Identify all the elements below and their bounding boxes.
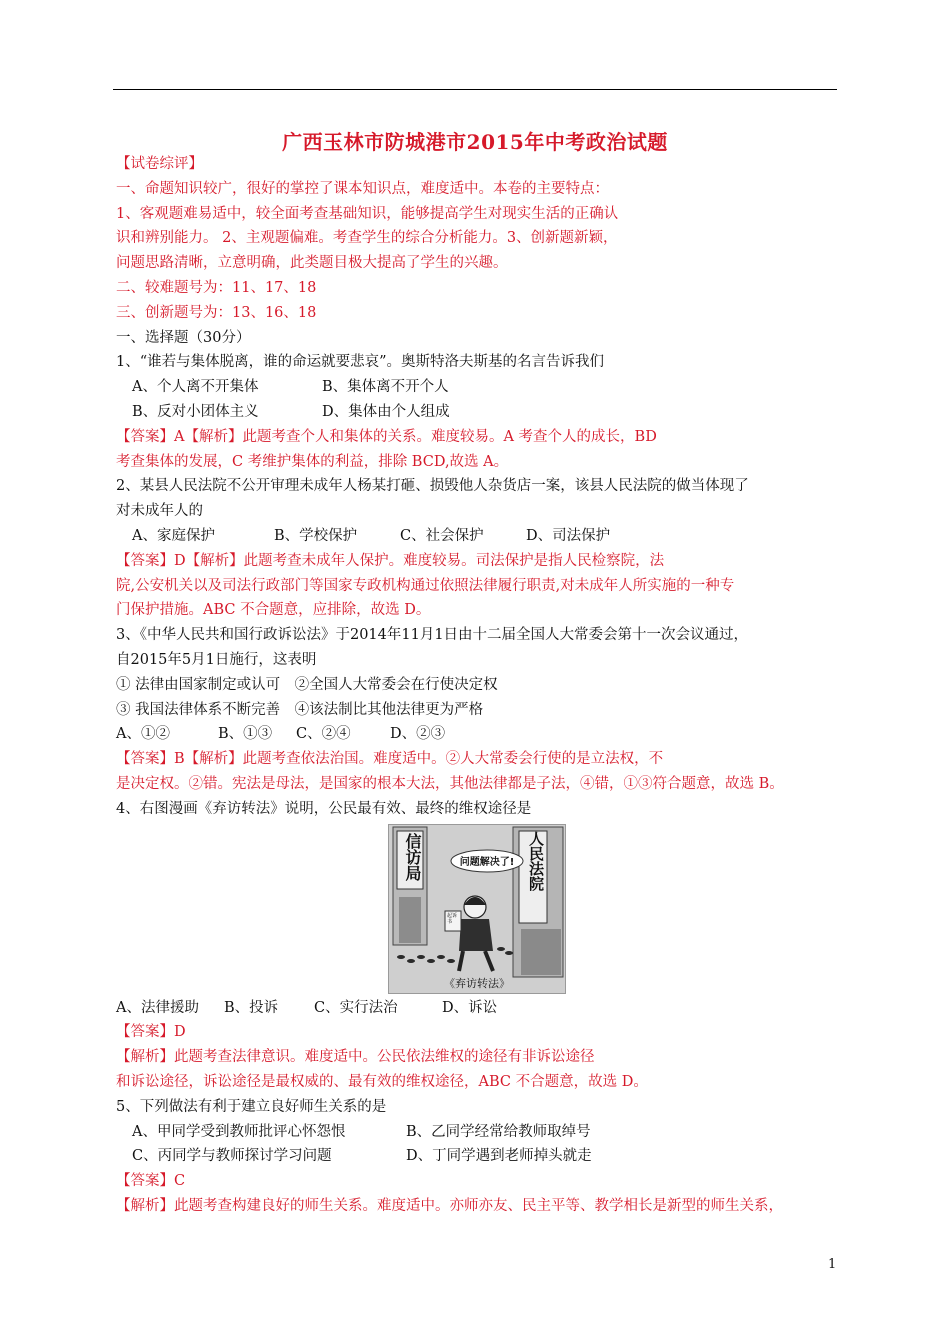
question-3-statement: ③ 我国法律体系不断完善 ④该法制比其他法律更为严格 [116,701,484,718]
review-line: 识和辨别能力。 2、主观题偏难。考查学生的综合分析能力。3、创新题新颖， [116,230,618,247]
option-b: B、①③ [218,726,273,743]
question-1-options-row [116,375,842,400]
question-2-answer: 【答案】D【解析】此题考查未成年人保护。难度较易。司法保护是指人民检察院，法 [116,552,665,569]
header-rule [113,89,837,90]
page-number: 1 [828,1257,837,1272]
option-d: D、丁同学遇到老师掉头就走 [406,1148,592,1165]
question-5-stem: 5、下列做法有利于建立良好师生关系的是 [116,1098,387,1115]
option-d: D、集体由个人组成 [322,403,450,420]
question-4-stem: 4、右图漫画《弃访转法》说明，公民最有效、最终的维权途径是 [116,800,532,817]
cartoon-caption: 《弃访转法》 [444,976,510,990]
question-1-options-row [116,400,842,425]
section-heading: 一、选择题（30分） [116,329,251,346]
option-c: C、丙同学与教师探讨学习问题 [132,1148,332,1165]
cartoon-left-sign: 信访局 [403,832,422,881]
question-2-stem: 2、某县人民法院不公开审理未成年人杨某打砸、损毁他人杂货店一案，该县人民法院的做当体现了 [116,478,749,495]
option-b: B、集体离不开个人 [322,379,449,396]
question-3-options-row [116,722,842,747]
cartoon-speech-bubble: 问题解决了! [459,856,515,868]
option-b: B、投诉 [224,999,279,1016]
option-c: B、反对小团体主义 [132,403,259,420]
option-b: B、乙同学经常给教师取绰号 [406,1123,591,1140]
option-a: A、个人离不开集体 [132,379,259,396]
review-line: 一、命题知识较广，很好的掌控了课本知识点，难度适中。本卷的主要特点： [116,180,609,197]
option-d: D、司法保护 [526,527,611,544]
option-c: C、实行法治 [314,999,398,1016]
question-4-options-row [116,996,842,1021]
option-b: B、学校保护 [274,527,358,544]
review-heading: 【试卷综评】 [116,156,203,172]
option-d: D、诉讼 [442,999,498,1016]
option-a: A、法律援助 [116,999,199,1016]
question-1-answer: 【答案】A【解析】此题考查个人和集体的关系。难度较易。A 考查个人的成长，BD [116,428,657,445]
cartoon-right-sign: 人民法院 [527,830,545,891]
question-3-stem: 3、《中华人民共和国行政诉讼法》于2014年11月1日由十二届全国人大常委会第十一次会议通过， [116,627,749,644]
exam-content [116,152,842,1219]
question-5-explanation: 【解析】此题考查构建良好的师生关系。难度适中。亦师亦友、民主平等、教学相长是新型的师生关系， [116,1197,783,1214]
question-4-answer: 【答案】D [116,1024,186,1041]
review-line: 问题思路清晰，立意明确，此类题目极大提高了学生的兴趣。 [116,255,508,272]
cartoon-paper-label: 起诉书 [447,912,458,925]
question-4-explanation: 和诉讼途径，诉讼途径是最权威的、最有效的维权途径，ABC 不合题意，故选 D。 [116,1073,648,1090]
option-d: D、②③ [390,726,446,743]
question-1-stem: 1、“谁若与集体脱离，谁的命运就要悲哀”。奥斯特洛夫斯基的名言告诉我们 [116,354,605,371]
question-3-stem: 自2015年5月1日施行，这表明 [116,651,317,668]
question-2-stem: 对未成年人的 [116,503,203,520]
question-1-answer: 考查集体的发展，C 考维护集体的利益，排除 BCD,故选 A。 [116,453,509,470]
page-title: 广西玉林市防城港市2015年中考政治试题 [282,130,668,154]
question-2-options-row [116,524,842,549]
question-4-explanation: 【解析】此题考查法律意识。难度适中。公民依法维权的途径有非诉讼途径 [116,1049,595,1066]
review-line: 二、较难题号为：11、17、18 [116,279,317,296]
option-a: A、甲同学受到教师批评心怀怨恨 [132,1123,346,1140]
question-5-answer: 【答案】C [116,1173,186,1190]
question-5-options-row [116,1144,842,1169]
question-3-answer: 是决定权。②错。宪法是母法，是国家的根本大法，其他法律都是子法，④错，①③符合题意，故选 B。 [116,775,784,792]
option-c: C、社会保护 [400,527,484,544]
option-a: A、①② [116,726,170,743]
review-line: 1、客观题难易适中，较全面考查基础知识，能够提高学生对现实生活的正确认 [116,205,619,222]
question-3-statement: ① 法律由国家制定或认可 ②全国人大常委会在行使决定权 [116,676,498,693]
question-5-options-row [116,1120,842,1145]
option-a: A、家庭保护 [132,527,215,544]
question-2-answer: 院,公安机关以及司法行政部门等国家专政机构通过依照法律履行职责,对未成年人所实施的一种专 [116,577,735,594]
question-2-answer: 门保护措施。ABC 不合题意，应排除，故选 D。 [116,602,431,619]
review-line: 三、创新题号为：13、16、18 [116,304,317,321]
option-c: C、②④ [296,726,351,743]
question-3-answer: 【答案】B【解析】此题考查依法治国。难度适中。②人大常委会行使的是立法权，不 [116,751,664,768]
cartoon-image [388,824,566,994]
